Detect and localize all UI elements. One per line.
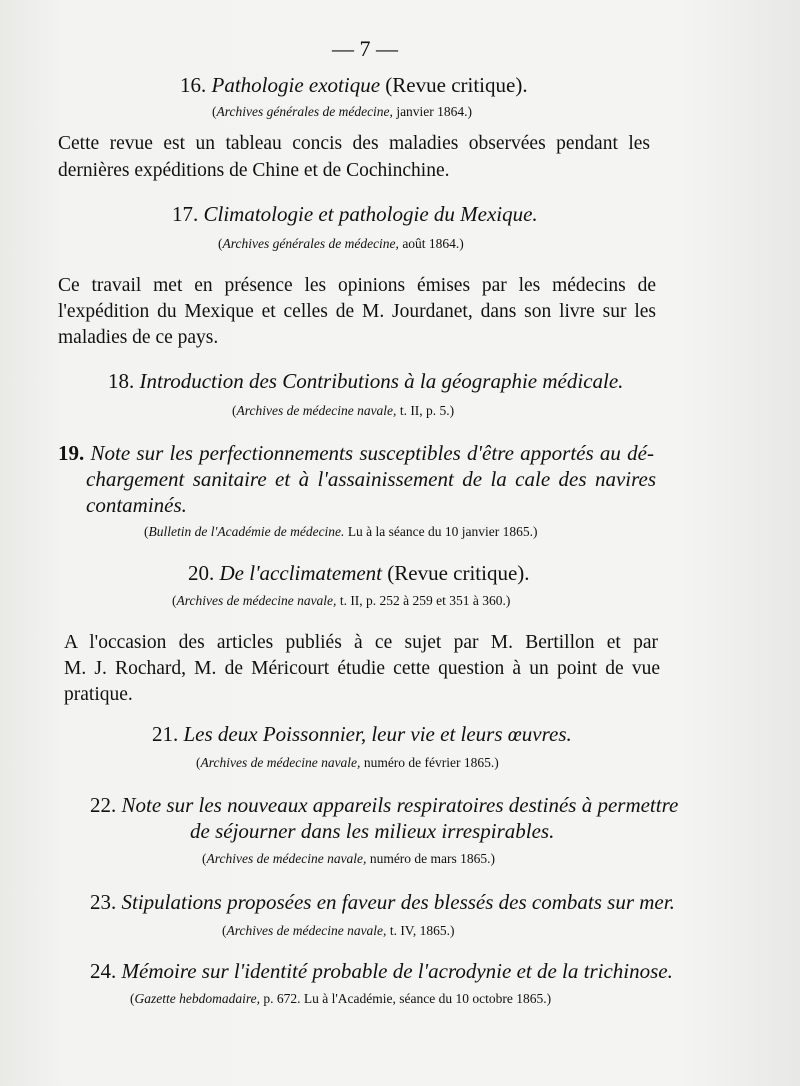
entry-number: 24. [90,959,117,983]
entry-22-source: (Archives de médecine navale, numéro de mars 1865.) [202,851,496,866]
entry-number: 18. [108,369,135,393]
entry-title: De l'acclimatement [219,561,383,585]
entry-number: 23. [90,890,117,914]
entry-title: Note sur les nouveaux appareils respiratoires destinés à permettre [121,793,679,817]
source-journal: Archives de médecine navale, [200,755,361,770]
entry-20-body-line-2: M. J. Rochard, M. de Méricourt étudie cette question à un point de vue [64,658,660,679]
entry-18-source: (Archives de médecine navale, t. II, p. 5.) [232,403,455,418]
source-journal: Archives générales de médecine, [216,104,393,119]
source-journal: Gazette hebdomadaire, [134,991,260,1006]
entry-20-body-line-1: A l'occasion des articles publiés à ce sujet par M. Bertillon et par [64,632,658,653]
entry-22-title-line-1 [90,793,678,818]
entry-19-title-line-3: contaminés. [86,493,187,517]
entry-title-suffix: (Revue critique). [380,73,528,97]
source-detail: numéro de février 1865.) [360,755,499,770]
entry-23-source: (Archives de médecine navale, t. IV, 1865.) [222,923,455,938]
entry-21-title [152,722,572,747]
entry-17-body-line-2: l'expédition du Mexique et celles de M. Jourdanet, dans son livre sur les [58,301,656,322]
source-journal: Archives de médecine navale, [236,403,397,418]
entry-number: 19. [58,441,85,465]
page-number: — 7 — [332,36,398,61]
entry-16-body-line-2: dernières expéditions de Chine et de Cochinchine. [58,160,450,181]
entry-16-title [180,73,528,98]
entry-title: Pathologie exotique [211,73,381,97]
entry-number: 21. [152,722,179,746]
source-journal: Archives de médecine navale, [206,851,367,866]
entry-title: Stipulations proposées en faveur des blessés des combats sur mer. [121,890,675,914]
source-journal: Archives de médecine navale, [176,593,337,608]
entry-number: 22. [90,793,117,817]
entry-24-source: (Gazette hebdomadaire, p. 672. Lu à l'Académie, séance du 10 octobre 1865.) [130,991,552,1006]
entry-17-body-line-1: Ce travail met en présence les opinions émises par les médecins de [58,275,656,296]
entry-number: 20. [188,561,215,585]
entry-19-title-line-1 [58,441,654,466]
entry-19-title-line-2: chargement sanitaire et à l'assainissement de la cale des navires [86,467,656,491]
entry-21-source: (Archives de médecine navale, numéro de février 1865.) [196,755,499,770]
source-detail: t. II, p. 252 à 259 et 351 à 360.) [336,593,511,608]
entry-17-body-line-3: maladies de ce pays. [58,327,219,348]
entry-22-title-line-2: de séjourner dans les milieux irrespirables. [190,819,555,843]
source-detail: août 1864.) [398,236,464,251]
entry-20-title [188,561,530,586]
source-detail: numéro de mars 1865.) [366,851,496,866]
entry-17-source: (Archives générales de médecine, août 1864.) [218,236,464,251]
source-journal: Archives générales de médecine, [222,236,399,251]
source-detail: p. 672. Lu à l'Académie, séance du 10 octobre 1865.) [259,991,552,1006]
entry-title-suffix: (Revue critique). [382,561,530,585]
entry-24-title [90,959,673,984]
entry-20-body-line-3: pratique. [64,684,133,705]
source-journal: Archives de médecine navale, [226,923,387,938]
source-detail: Lu à la séance du 10 janvier 1865.) [344,524,538,539]
entry-title: Climatologie et pathologie du Mexique. [203,202,538,226]
entry-20-source: (Archives de médecine navale, t. II, p. 252 à 259 et 351 à 360.) [172,593,511,608]
entry-title: Les deux Poissonnier, leur vie et leurs œuvres. [183,722,572,746]
entry-19-source: (Bulletin de l'Académie de médecine. Lu à la séance du 10 janvier 1865.) [144,524,538,539]
entry-title: Note sur les perfectionnements susceptibles d'être apportés au dé- [90,441,655,465]
entry-title: Mémoire sur l'identité probable de l'acrodynie et de la trichinose. [121,959,673,983]
source-detail: t. IV, 1865.) [386,923,455,938]
entry-18-title [108,369,623,394]
source-detail: t. II, p. 5.) [396,403,455,418]
source-journal: Bulletin de l'Académie de médecine. [148,524,345,539]
entry-number: 16. [180,73,207,97]
entry-16-source: (Archives générales de médecine, janvier 1864.) [212,104,473,119]
source-detail: janvier 1864.) [392,104,473,119]
entry-17-title [172,202,538,227]
entry-23-title [90,890,675,915]
entry-title: Introduction des Contributions à la géographie médicale. [139,369,624,393]
entry-number: 17. [172,202,199,226]
entry-16-body-line-1: Cette revue est un tableau concis des maladies observées pendant les [58,133,650,154]
